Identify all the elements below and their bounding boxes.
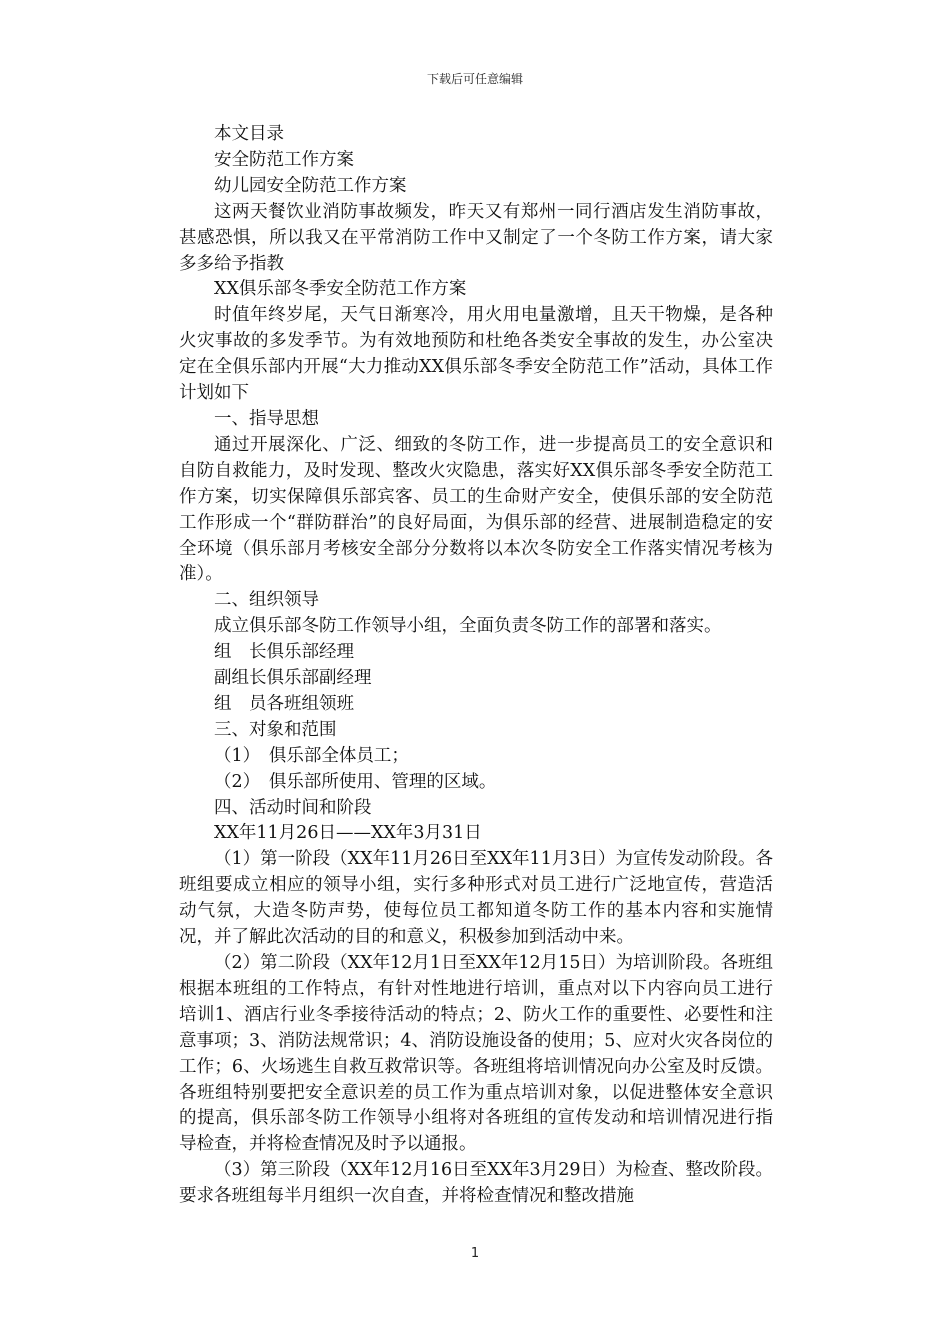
scope-item: （1） 俱乐部全体员工； <box>214 745 409 766</box>
toc-item: 幼儿园安全防范工作方案 <box>214 175 407 196</box>
section-heading: 四、活动时间和阶段 <box>214 797 372 818</box>
intro-paragraph: 这两天餐饮业消防事故频发，昨天又有郑州一同行酒店发生消防事故，甚感恐惧，所以我又在平常消防工作中又制定了一个冬防工作方案，请大家多多给予指教 <box>179 201 773 274</box>
phase-paragraph: （2）第二阶段（XX年12月1日至XX年12月15日）为培训阶段。各班组根据本班组的工作特点，有针对性地进行培训，重点对以下内容向员工进行培训1、酒店行业冬季接待活动的特点；2、防火工作的重要性、必要性和注意事项；3、消防法规常识；4、消防设施设备的使用；5、应对火灾各岗位的工作；6、火场逃生自救互救常识等。各班组将培训情况向办公室及时反馈。各班组特别要把安全意识差的员工作为重点培训对象，以促进整体安全意识的提高，俱乐部冬防工作领导小组将对各班组的宣传发动和培训情况进行指导检查，并将检查情况及时予以通报。 <box>179 953 773 1155</box>
section-heading: 二、组织领导 <box>214 590 319 611</box>
toc-title: 本文目录 <box>214 124 284 144</box>
toc-item: 安全防范工作方案 <box>214 149 354 170</box>
document-body <box>179 122 773 1210</box>
organization-paragraph: 成立俱乐部冬防工作领导小组，全面负责冬防工作的部署和落实。 <box>214 616 722 637</box>
section-heading: 三、对象和范围 <box>214 719 337 740</box>
member-line: 组 员各班组领班 <box>214 693 354 714</box>
background-paragraph: 时值年终岁尾，天气日渐寒冷，用火用电量激增，且天干物燥，是各种火灾事故的多发季节。为有效地预防和杜绝各类安全事故的发生，办公室决定在全俱乐部内开展“大力推动XX俱乐部冬季安全防范工作”活动，具体工作计划如下 <box>179 305 773 404</box>
page-number: 1 <box>470 1246 480 1261</box>
page-header: 下载后可任意编辑 <box>426 72 523 86</box>
guiding-paragraph: 通过开展深化、广泛、细致的冬防工作，进一步提高员工的安全意识和自防自救能力，及时发现、整改火灾隐患，落实好XX俱乐部冬季安全防范工作方案，切实保障俱乐部宾客、员工的生命财产安全，使俱乐部的安全防范工作形成一个“群防群治”的良好局面，为俱乐部的经营、进展制造稳定的安全环境（俱乐部月考核安全部分分数将以本次冬防安全工作落实情况考核为准）。 <box>179 434 773 585</box>
section-heading: 一、指导思想 <box>214 408 319 429</box>
leader-line: 组 长俱乐部经理 <box>214 642 354 663</box>
deputy-leader-line: 副组长俱乐部副经理 <box>214 668 372 689</box>
plan-title: XX俱乐部冬季安全防范工作方案 <box>214 279 467 300</box>
phase-paragraph: （3）第三阶段（XX年12月16日至XX年3月29日）为检查、整改阶段。要求各班组每半月组织一次自查，并将检查情况和整改措施 <box>179 1160 773 1207</box>
activity-period: XX年11月26日——XX年3月31日 <box>214 823 482 844</box>
phase-paragraph: （1）第一阶段（XX年11月26日至XX年11月3日）为宣传发动阶段。各班组要成立相应的领导小组，实行多种形式对员工进行广泛地宣传，营造活动气氛，大造冬防声势，使每位员工都知道冬防工作的基本内容和实施情况，并了解此次活动的目的和意义，积极参加到活动中来。 <box>179 849 773 948</box>
scope-item: （2） 俱乐部所使用、管理的区域。 <box>214 771 497 792</box>
